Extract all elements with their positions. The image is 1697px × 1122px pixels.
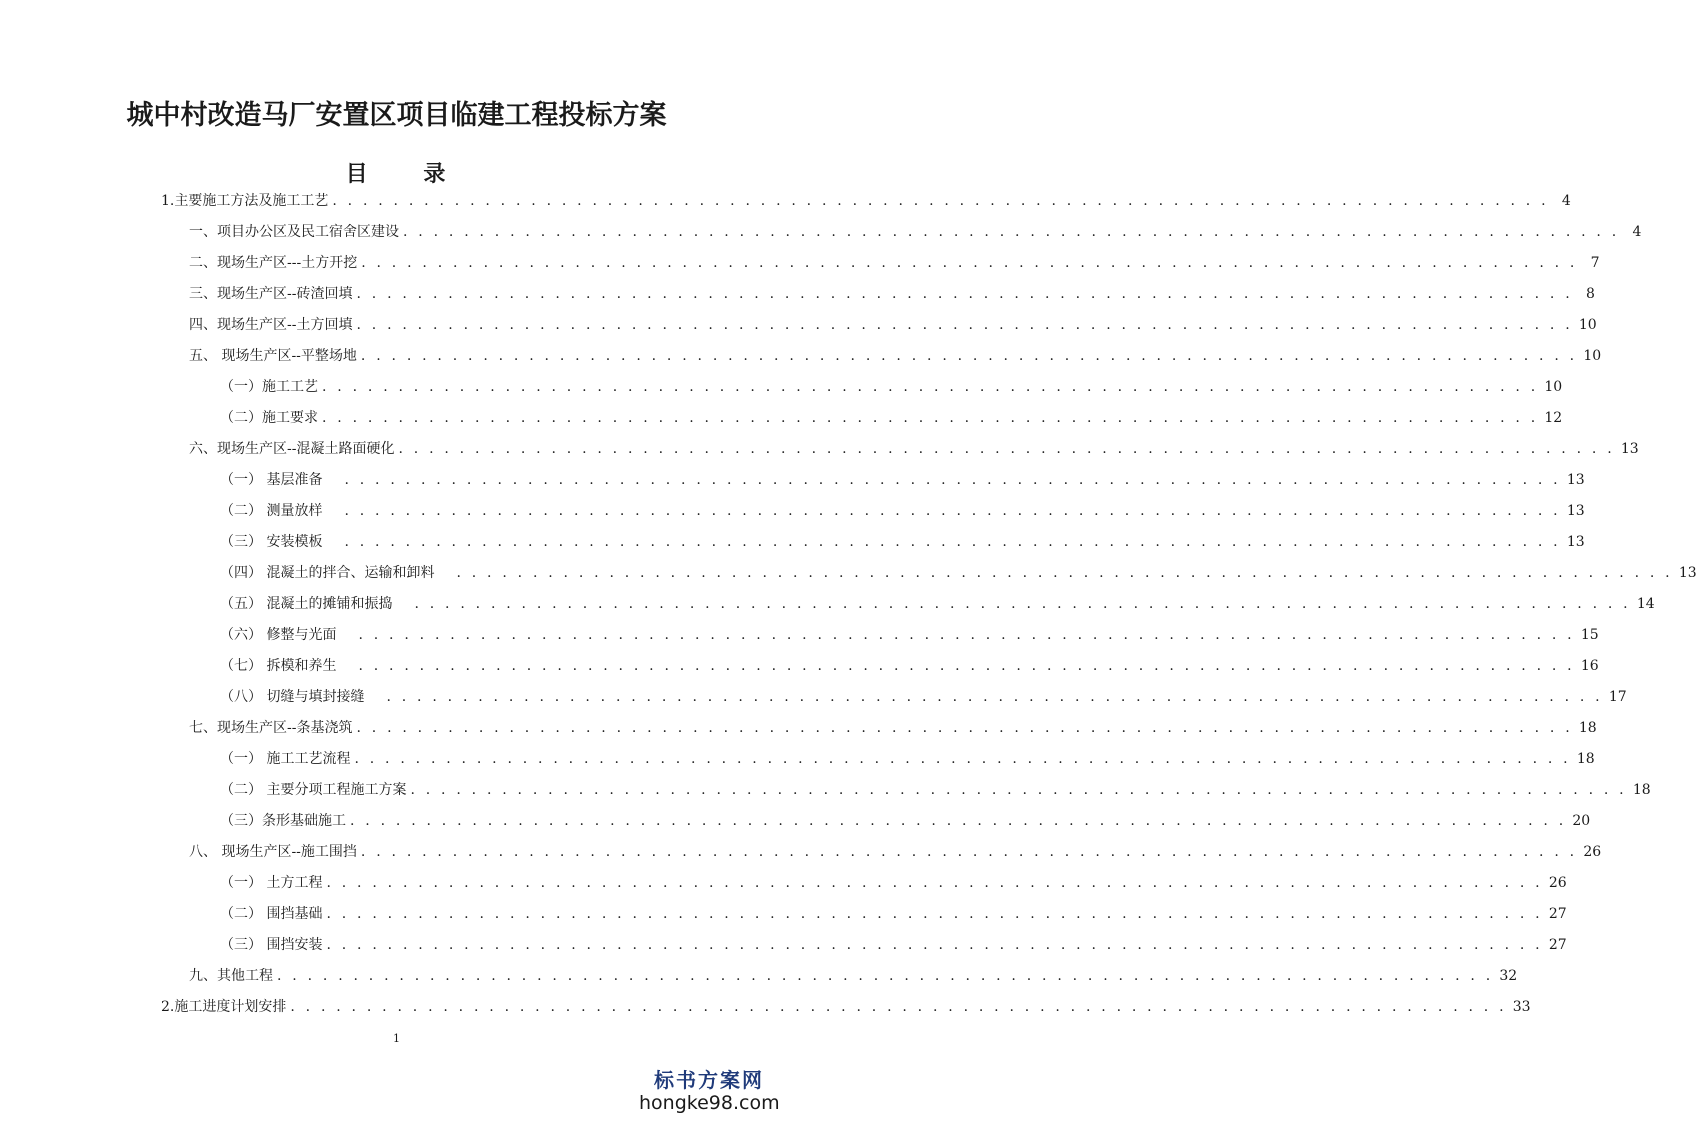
toc-dot-leader: . . . . . . . . . . . . . . . . . . . . . . . . . . . . . . . . . . . . . . . . . . . . . . . . . . . . . . . . . . . . . . . . . . . . . . . . . . . . . . . .	[360, 844, 1578, 860]
toc-dot-leader: . . . . . . . . . . . . . . . . . . . . . . . . . . . . . . . . . . . . . . . . . . . . . . . . . . . . . . . . . . . . . . . . . . . . . . . . . . . . . . . .	[350, 813, 1567, 829]
toc-entry-page: 10	[1544, 379, 1563, 395]
toc-entry-page: 26	[1583, 844, 1602, 860]
page-number: 1	[393, 1032, 400, 1045]
toc-entry[interactable]	[220, 684, 1627, 710]
toc-dot-leader: . . . . . . . . . . . . . . . . . . . . . . . . . . . . . . . . . . . . . . . . . . . . . . . . . . . . . . . . . . . . . . . . . . . . . . . . . . . . . . . .	[398, 441, 1615, 457]
toc-entry-label: （一）施工工艺	[220, 379, 318, 395]
toc-entry-label: 四、现场生产区--土方回填	[189, 317, 353, 333]
toc-entry[interactable]	[220, 901, 1567, 927]
toc-dot-leader: . . . . . . . . . . . . . . . . . . . . . . . . . . . . . . . . . . . . . . . . . . . . . . . . . . . . . . . . . . . . . . . . . . . . . . . . . . . . . . . .	[326, 906, 1543, 922]
toc-entry-page: 15	[1580, 627, 1599, 643]
toc-entry-page: 10	[1583, 348, 1602, 364]
toc-entry-page: 32	[1499, 968, 1518, 984]
toc-dot-leader: . . . . . . . . . . . . . . . . . . . . . . . . . . . . . . . . . . . . . . . . . . . . . . . . . . . . . . . . . . . . . . . . . . . . . . . . . . . . . . . .	[354, 751, 1571, 767]
toc-entry[interactable]	[220, 560, 1697, 586]
toc-entry[interactable]	[220, 529, 1585, 555]
toc-entry[interactable]	[189, 312, 1597, 338]
toc-heading: 目 录	[345, 162, 470, 187]
toc-dot-leader: . . . . . . . . . . . . . . . . . . . . . . . . . . . . . . . . . . . . . . . . . . . . . . . . . . . . . . . . . . . . . . . . . . . . . . . . . . . . . . . .	[322, 410, 1539, 426]
toc-dot-leader: . . . . . . . . . . . . . . . . . . . . . . . . . . . . . . . . . . . . . . . . . . . . . . . . . . . . . . . . . . . . . . . . . . . . . . . . . . . . . . . .	[356, 317, 1573, 333]
toc-dot-leader: . . . . . . . . . . . . . . . . . . . . . . . . . . . . . . . . . . . . . . . . . . . . . . . . . . . . . . . . . . . . . . . . . . . . . . . . . . . . . . . .	[358, 627, 1575, 643]
document-title: 城中村改造马厂安置区项目临建工程投标方案	[126, 100, 667, 131]
toc-entry-label: （二） 测量放样	[220, 503, 323, 519]
toc-entry[interactable]	[220, 622, 1599, 648]
toc-entry[interactable]	[220, 467, 1585, 493]
toc-entry[interactable]	[189, 281, 1595, 307]
toc-entry-page: 27	[1548, 906, 1567, 922]
toc-dot-leader: . . . . . . . . . . . . . . . . . . . . . . . . . . . . . . . . . . . . . . . . . . . . . . . . . . . . . . . . . . . . . . . . . . . . . . . . . . . . . . . .	[326, 937, 1543, 953]
toc-entry[interactable]	[161, 994, 1531, 1020]
toc-entry-page: 18	[1578, 720, 1597, 736]
toc-entry-page: 14	[1636, 596, 1655, 612]
toc-entry-label: （二） 主要分项工程施工方案	[220, 782, 407, 798]
watermark-cn: 标书方案网	[654, 1068, 764, 1092]
toc-entry[interactable]	[220, 932, 1567, 958]
toc-entry-page: 13	[1678, 565, 1697, 581]
toc-entry[interactable]	[161, 188, 1571, 214]
toc-entry-label: （六） 修整与光面	[220, 627, 337, 643]
toc-entry-page: 18	[1576, 751, 1595, 767]
toc-entry-page: 13	[1566, 534, 1585, 550]
toc-entry[interactable]	[189, 343, 1602, 369]
toc-dot-leader: . . . . . . . . . . . . . . . . . . . . . . . . . . . . . . . . . . . . . . . . . . . . . . . . . . . . . . . . . . . . . . . . . . . . . . . . . . . . . . . .	[386, 689, 1603, 705]
toc-entry-label: （八） 切缝与填封接缝	[220, 689, 365, 705]
toc-entry-page: 13	[1620, 441, 1639, 457]
toc-entry-page: 4	[1561, 193, 1571, 209]
toc-entry-page: 12	[1544, 410, 1563, 426]
toc-entry-page: 4	[1632, 224, 1642, 240]
toc-entry-label: （五） 混凝土的摊铺和振捣	[220, 596, 393, 612]
toc-entry-page: 8	[1585, 286, 1595, 302]
toc-entry-page: 27	[1548, 937, 1567, 953]
toc-entry-page: 20	[1572, 813, 1591, 829]
watermark-url: hongke98.com	[639, 1092, 780, 1114]
toc-dot-leader: . . . . . . . . . . . . . . . . . . . . . . . . . . . . . . . . . . . . . . . . . . . . . . . . . . . . . . . . . . . . . . . . . . . . . . . . . . . . . . . .	[344, 503, 1561, 519]
toc-entry-label: （四） 混凝土的拌合、运输和卸料	[220, 565, 435, 581]
toc-entry[interactable]	[189, 715, 1597, 741]
toc-dot-leader: . . . . . . . . . . . . . . . . . . . . . . . . . . . . . . . . . . . . . . . . . . . . . . . . . . . . . . . . . . . . . . . . . . . . . . . . . . . . . . . .	[356, 286, 1573, 302]
toc-entry-page: 13	[1566, 503, 1585, 519]
watermark-logo	[639, 1068, 779, 1114]
toc-dot-leader: . . . . . . . . . . . . . . . . . . . . . . . . . . . . . . . . . . . . . . . . . . . . . . . . . . . . . . . . . . . . . . . . . . . . . . . . . . . . . . . .	[456, 565, 1673, 581]
toc-dot-leader: . . . . . . . . . . . . . . . . . . . . . . . . . . . . . . . . . . . . . . . . . . . . . . . . . . . . . . . . . . . . . . . . . . . . . . . . . . . . . . . .	[344, 534, 1561, 550]
toc-entry-label: （二）施工要求	[220, 410, 318, 426]
toc-entry-label: （七） 拆模和养生	[220, 658, 337, 674]
toc-entry[interactable]	[189, 839, 1602, 865]
toc-entry-page: 18	[1632, 782, 1651, 798]
toc-entry-label: 六、现场生产区--混凝土路面硬化	[189, 441, 395, 457]
toc-entry-label: 九、其他工程	[189, 968, 273, 984]
toc-entry[interactable]	[189, 250, 1600, 276]
toc-entry[interactable]	[189, 219, 1642, 245]
toc-entry-label: 七、现场生产区--条基浇筑	[189, 720, 353, 736]
toc-dot-leader: . . . . . . . . . . . . . . . . . . . . . . . . . . . . . . . . . . . . . . . . . . . . . . . . . . . . . . . . . . . . . . . . . . . . . . . . . . . . . . . .	[356, 720, 1573, 736]
toc-entry[interactable]	[220, 746, 1595, 772]
toc-entry[interactable]	[220, 808, 1591, 834]
toc-dot-leader: . . . . . . . . . . . . . . . . . . . . . . . . . . . . . . . . . . . . . . . . . . . . . . . . . . . . . . . . . . . . . . . . . . . . . . . . . . . . . . . .	[344, 472, 1561, 488]
toc-entry[interactable]	[220, 870, 1567, 896]
toc-dot-leader: . . . . . . . . . . . . . . . . . . . . . . . . . . . . . . . . . . . . . . . . . . . . . . . . . . . . . . . . . . . . . . . . . . . . . . . . . . . . . . . .	[361, 255, 1578, 271]
toc-entry-label: （一） 基层准备	[220, 472, 323, 488]
toc-entry-page: 16	[1580, 658, 1599, 674]
toc-entry[interactable]	[220, 591, 1655, 617]
toc-entry-label: 八、 现场生产区--施工围挡	[189, 844, 357, 860]
toc-entry-page: 17	[1608, 689, 1627, 705]
toc-dot-leader: . . . . . . . . . . . . . . . . . . . . . . . . . . . . . . . . . . . . . . . . . . . . . . . . . . . . . . . . . . . . . . . . . . . . . . . . . . . . . . . .	[277, 968, 1494, 984]
toc-entry-page: 7	[1590, 255, 1600, 271]
toc-dot-leader: . . . . . . . . . . . . . . . . . . . . . . . . . . . . . . . . . . . . . . . . . . . . . . . . . . . . . . . . . . . . . . . . . . . . . . . . . . . . . . . .	[290, 999, 1507, 1015]
toc-entry-label: 一、项目办公区及民工宿舍区建设	[189, 224, 399, 240]
toc-entry-label: （一） 施工工艺流程	[220, 751, 351, 767]
toc-dot-leader: . . . . . . . . . . . . . . . . . . . . . . . . . . . . . . . . . . . . . . . . . . . . . . . . . . . . . . . . . . . . . . . . . . . . . . . . . . . . . . . .	[410, 782, 1627, 798]
toc-entry[interactable]	[220, 374, 1563, 400]
toc-entry-label: 三、现场生产区--砖渣回填	[189, 286, 353, 302]
toc-entry-page: 26	[1548, 875, 1567, 891]
toc-entry[interactable]	[189, 436, 1639, 462]
toc-dot-leader: . . . . . . . . . . . . . . . . . . . . . . . . . . . . . . . . . . . . . . . . . . . . . . . . . . . . . . . . . . . . . . . . . . . . . . . . . . . . . . . .	[403, 224, 1620, 240]
toc-dot-leader: . . . . . . . . . . . . . . . . . . . . . . . . . . . . . . . . . . . . . . . . . . . . . . . . . . . . . . . . . . . . . . . . . . . . . . . . . . . . . . . .	[326, 875, 1543, 891]
toc-entry-page: 13	[1566, 472, 1585, 488]
toc-entry-label: （一） 土方工程	[220, 875, 323, 891]
toc-entry-label: （三） 安装模板	[220, 534, 323, 550]
toc-entry-label: （三） 围挡安装	[220, 937, 323, 953]
toc-entry[interactable]	[220, 405, 1563, 431]
toc-entry-label: 2.施工进度计划安排	[161, 999, 287, 1015]
toc-entry-label: （三）条形基础施工	[220, 813, 346, 829]
toc-entry[interactable]	[220, 498, 1585, 524]
toc-dot-leader: . . . . . . . . . . . . . . . . . . . . . . . . . . . . . . . . . . . . . . . . . . . . . . . . . . . . . . . . . . . . . . . . . . . . . . . . . . . . . . . .	[332, 193, 1549, 209]
toc-entry-label: 五、 现场生产区--平整场地	[189, 348, 357, 364]
toc-dot-leader: . . . . . . . . . . . . . . . . . . . . . . . . . . . . . . . . . . . . . . . . . . . . . . . . . . . . . . . . . . . . . . . . . . . . . . . . . . . . . . . .	[360, 348, 1578, 364]
toc-entry-label: （二） 围挡基础	[220, 906, 323, 922]
toc-entry-page: 33	[1512, 999, 1531, 1015]
toc-entry[interactable]	[220, 777, 1651, 803]
toc-entry-label: 二、现场生产区---土方开挖	[189, 255, 358, 271]
toc-dot-leader: . . . . . . . . . . . . . . . . . . . . . . . . . . . . . . . . . . . . . . . . . . . . . . . . . . . . . . . . . . . . . . . . . . . . . . . . . . . . . . . .	[322, 379, 1539, 395]
toc-dot-leader: . . . . . . . . . . . . . . . . . . . . . . . . . . . . . . . . . . . . . . . . . . . . . . . . . . . . . . . . . . . . . . . . . . . . . . . . . . . . . . . .	[414, 596, 1631, 612]
toc-entry[interactable]	[189, 963, 1518, 989]
toc-entry[interactable]	[220, 653, 1599, 679]
toc-dot-leader: . . . . . . . . . . . . . . . . . . . . . . . . . . . . . . . . . . . . . . . . . . . . . . . . . . . . . . . . . . . . . . . . . . . . . . . . . . . . . . . .	[358, 658, 1575, 674]
toc-entry-label: 1.主要施工方法及施工工艺	[161, 193, 329, 209]
toc-entry-page: 10	[1578, 317, 1597, 333]
